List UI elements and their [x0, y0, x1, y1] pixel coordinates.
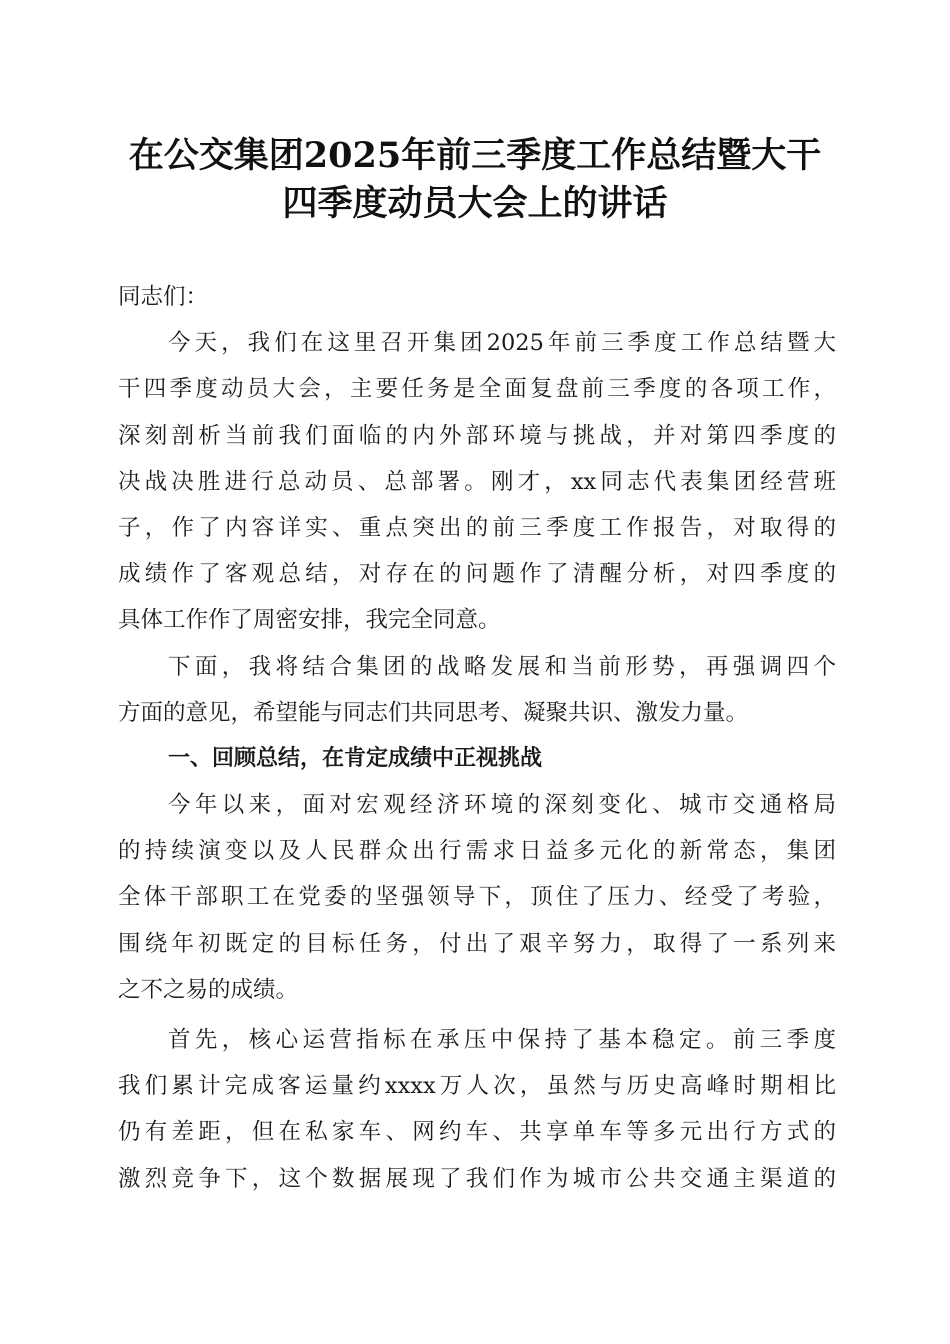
paragraph-line: 方面的意见，希望能与同志们共同思考、凝聚共识、激发力量。	[118, 699, 749, 726]
paragraph-line: 的持续演变以及人民群众出行需求日益多元化的新常态，集团	[118, 838, 836, 865]
paragraph-outline	[118, 644, 836, 736]
paragraph-line: 之不之易的成绩。	[118, 976, 299, 1003]
document-body	[118, 274, 836, 1202]
paragraph-line: 干四季度动员大会，主要任务是全面复盘前三季度的各项工作，	[118, 376, 836, 403]
paragraph-line: 我们累计完成客运量约xxxx万人次，虽然与历史高峰时期相比	[118, 1073, 836, 1100]
paragraph-line: 首先，核心运营指标在承压中保持了基本稳定。前三季度	[168, 1027, 836, 1053]
paragraph-line: 成绩作了客观总结，对存在的问题作了清醒分析，对四季度的	[118, 561, 836, 588]
paragraph-line: 深刻剖析当前我们面临的内外部环境与挑战，并对第四季度的	[118, 422, 836, 449]
title-line-1: 在公交集团2025年前三季度工作总结暨大干	[128, 135, 822, 176]
paragraph-line: 下面，我将结合集团的战略发展和当前形势，再强调四个	[168, 653, 836, 680]
paragraph-line: 具体工作作了周密安排，我完全同意。	[118, 607, 501, 634]
document-title	[100, 132, 850, 228]
title-line-2: 四季度动员大会上的讲话	[282, 183, 668, 224]
salutation: 同志们：	[118, 284, 209, 310]
paragraph-first-point	[118, 1017, 836, 1202]
paragraph-review	[118, 782, 836, 1013]
paragraph-line: 今年以来，面对宏观经济环境的深刻变化、城市交通格局	[168, 792, 836, 819]
paragraph-line: 围绕年初既定的目标任务，付出了艰辛努力，取得了一系列来	[118, 930, 836, 957]
paragraph-opening	[118, 320, 836, 643]
paragraph-line: 子，作了内容详实、重点突出的前三季度工作报告，对取得的	[118, 514, 836, 541]
paragraph-line: 决战决胜进行总动员、总部署。刚才，xx同志代表集团经营班	[118, 468, 836, 495]
paragraph-line: 今天，我们在这里召开集团2025年前三季度工作总结暨大	[168, 330, 836, 357]
paragraph-line: 全体干部职工在党委的坚强领导下，顶住了压力、经受了考验，	[118, 884, 836, 911]
section-heading: 一、回顾总结，在肯定成绩中正视挑战	[168, 745, 543, 771]
paragraph-line: 激烈竞争下，这个数据展现了我们作为城市公共交通主渠道的	[118, 1165, 836, 1192]
paragraph-line: 仍有差距，但在私家车、网约车、共享单车等多元出行方式的	[118, 1119, 836, 1146]
